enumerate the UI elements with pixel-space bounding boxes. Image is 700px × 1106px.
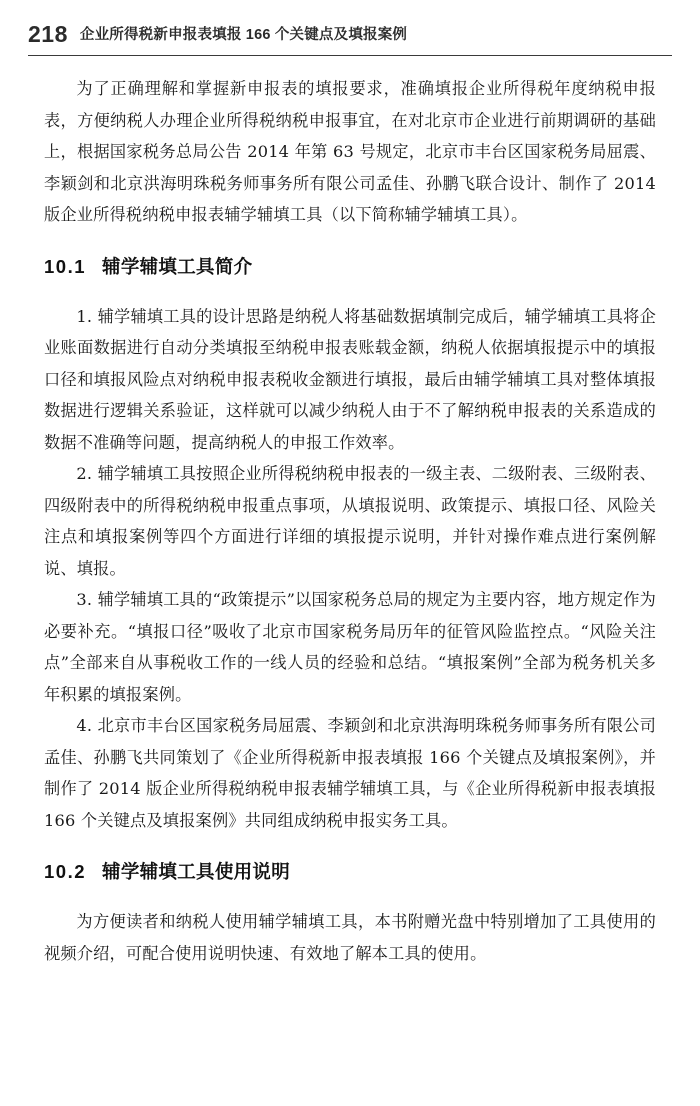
spacer-after-section-1-heading xyxy=(44,279,656,301)
section-heading-1 xyxy=(44,253,656,279)
section-1-body xyxy=(44,301,656,837)
page-number: 218 xyxy=(28,21,68,47)
section-heading-2 xyxy=(44,858,656,884)
section-title-2: 辅学辅填工具使用说明 xyxy=(102,861,291,882)
spacer-top xyxy=(44,56,656,73)
spacer-after-section-2-heading xyxy=(44,884,656,906)
paragraph: 1. 辅学辅填工具的设计思路是纳税人将基础数据填制完成后，辅学辅填工具将企业账面数据进行自动分类填报至纳税申报表账载金额，纳税人依据填报提示中的填报口径和填报风险点对纳税申报表税收金额进行填报，最后由辅学辅填工具对整体填报数据进行逻辑关系验证，这样就可以减少纳税人由于不了解纳税申报表的关系造成的数据不准确等问题，提高纳税人的申报工作效率。 xyxy=(44,306,656,452)
running-title: 企业所得税新申报表填报 166 个关键点及填报案例 xyxy=(79,27,408,44)
section-number-1: 10.1 xyxy=(44,255,87,277)
spacer-before-section-2 xyxy=(44,836,656,858)
paragraph: 为方便读者和纳税人使用辅学辅填工具，本书附赠光盘中特别增加了工具使用的视频介绍，可配合使用说明快速、有效地了解本工具的使用。 xyxy=(44,912,656,963)
section-2-body xyxy=(44,906,656,969)
spacer-before-section-1 xyxy=(44,231,656,253)
section-title-1: 辅学辅填工具简介 xyxy=(102,255,253,277)
page-body xyxy=(0,56,700,969)
intro-paragraph: 为了正确理解和掌握新申报表的填报要求，准确填报企业所得税年度纳税申报表，方便纳税人办理企业所得税纳税申报事宜，在对北京市企业进行前期调研的基础上，根据国家税务总局公告 2014 年第 63 号规定，北京市丰台区国家税务局屈震、李颖剑和北京洪海明珠税务师事务所有限公司孟佳、孙鹏飞联合设计、制作了 2014 版企业所得税纳税申报表辅学辅填工具（以下简称辅学辅填工具）。 xyxy=(44,79,656,224)
paragraph: 2. 辅学辅填工具按照企业所得税纳税申报表的一级主表、二级附表、三级附表、四级附表中的所得税纳税申报重点事项，从填报说明、政策提示、填报口径、风险关注点和填报案例等四个方面进行详细的填报提示说明，并针对操作难点进行案例解说、填报。 xyxy=(44,464,656,578)
paragraph: 3. 辅学辅填工具的“政策提示”以国家税务总局的规定为主要内容，地方规定作为必要补充。“填报口径”吸收了北京市国家税务局历年的征管风险监控点。“风险关注点”全部来自从事税收工作的一线人员的经验和总结。“填报案例”全部为税务机关多年积累的填报案例。 xyxy=(44,590,656,704)
paragraph: 4. 北京市丰台区国家税务局屈震、李颖剑和北京洪海明珠税务师事务所有限公司孟佳、孙鹏飞共同策划了《企业所得税新申报表填报 166 个关键点及填报案例》，并制作了 2014 版企业所得税纳税申报表辅学辅填工具，与《企业所得税新申报表填报 166 个关键点及填报案例》共同组成纳税申报实务工具。 xyxy=(44,716,656,830)
section-number-2: 10.2 xyxy=(44,861,87,882)
running-head xyxy=(0,0,700,46)
